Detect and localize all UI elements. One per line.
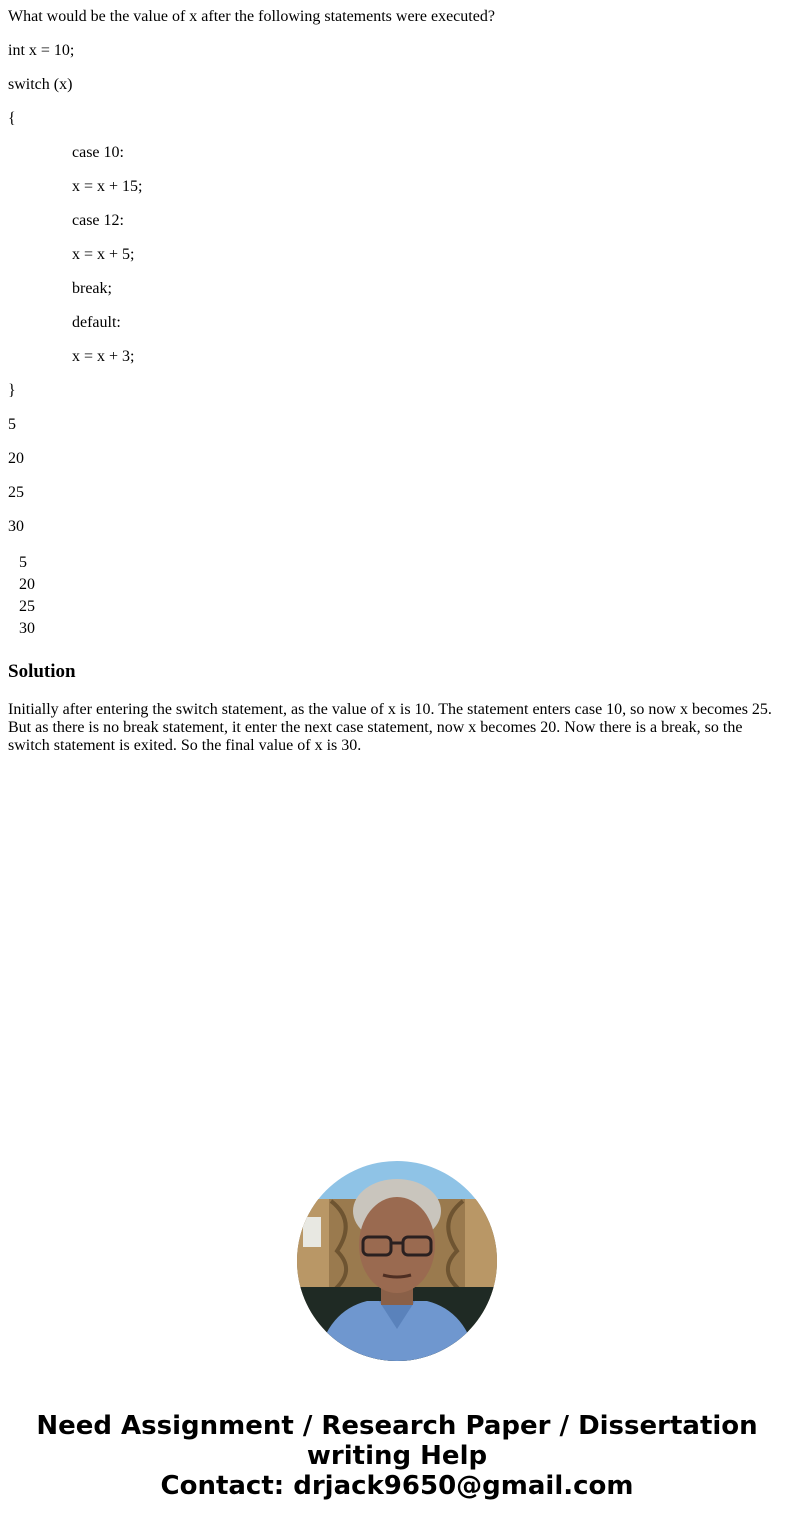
code-line-2: switch (x) (8, 76, 73, 93)
answer-option-1: 5 (19, 554, 27, 571)
choice-text-2: 20 (8, 450, 24, 467)
solution-heading: Solution (8, 661, 76, 682)
answer-option-4: 30 (19, 620, 35, 637)
answer-option-3: 25 (19, 598, 35, 615)
answer-options-list (8, 552, 786, 640)
code-line-1: int x = 10; (8, 42, 75, 59)
answer-option-2: 20 (19, 576, 35, 593)
code-line-11: } (8, 382, 16, 399)
code-line-9: default: (72, 314, 121, 331)
question-prompt: What would be the value of x after the following statements were executed? (8, 8, 495, 25)
footer-line-1: Need Assignment / Research Paper / Dissertation (36, 1411, 758, 1441)
code-line-10: x = x + 3; (72, 348, 135, 365)
footer-contact (0, 1411, 794, 1501)
choice-text-1: 5 (8, 416, 16, 433)
code-line-4: case 10: (72, 144, 124, 161)
author-photo (297, 1161, 497, 1361)
footer-contact-email: Contact: drjack9650@gmail.com (160, 1471, 634, 1501)
code-line-6: case 12: (72, 212, 124, 229)
choice-text-4: 30 (8, 518, 24, 535)
code-line-8: break; (72, 280, 112, 297)
code-line-3: { (8, 110, 16, 127)
choice-text-3: 25 (8, 484, 24, 501)
author-avatar (297, 1161, 497, 1361)
code-line-5: x = x + 15; (72, 178, 143, 195)
footer-line-2: writing Help (306, 1441, 488, 1471)
solution-text: Initially after entering the switch statement, as the value of x is 10. The statement enters case 10, so now x becomes 25. But as there is no break statement, it enter the next case statement, now x becomes 20. Now there is a break, so the switch statement is exited. So the final value of x is 30. (8, 701, 772, 754)
page-content (0, 8, 794, 755)
code-line-7: x = x + 5; (72, 246, 135, 263)
